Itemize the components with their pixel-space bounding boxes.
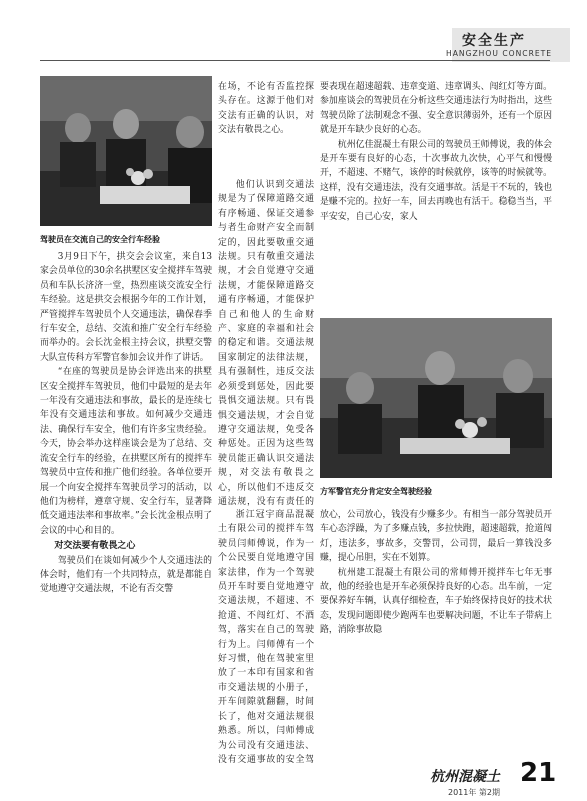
- article-paragraph: 杭州建工混凝土有限公司的常师傅开搅拌车七年无事故，他的经验也是开车必须保持良好的心态。出车前，一定要保养好车辆，认真仔细检查，车子始终保持良好的技术状态，发现问题即使少跑两车也要解决问题，不让车子带病上路，消除事故隐: [320, 567, 552, 636]
- article-paragraph: 放心，公司放心，钱没有少赚多少。有相当一部分驾驶员开车心态浮躁，为了多赚点钱，多拉快跑，超速超载，抢道闯灯，违法多，事故多，交警罚，公司罚，最后一算钱没多赚，提心吊胆，实在不划算。: [320, 510, 552, 564]
- article-column-1: [40, 250, 212, 750]
- article-paragraph: “在座的驾驶员是协会评选出来的拱墅区安全搅拌车驾驶员，他们中最短的是去年一年没有交通违法和事故，最长的是连续七年没有交通违法和事故。如何减少交通违法、确保行车安全，他们有许多宝贵经验。今天，协会举办这样座谈会是为了总结、交流安全行车的经验，在拱墅区所有的搅拌车驾驶员中宣传和推广他们经验。各单位要开展一个向安全搅拌车驾驶员学习的活动，以他们为榜样，遵章守规、安全行车，显著降低交通违法率和事故率。”会长沈金根点明了会议的中心和目的。: [40, 367, 212, 536]
- article-paragraph: 杭州亿佳混凝土有限公司的驾驶员王师傅说，我的体会是开车要有良好的心态，十次事故九次快，心平气和慢慢开，不超速、不赌气，该停的时候就停，该等的时候就等。这样，没有交通违法，没有交通事故。活是干不玩的，钱也是赚不完的。拉好一车，回去再晚也有活干。稳稳当当，平平安安，自己心安，家人: [320, 139, 552, 222]
- article-column-2-mid: [218, 178, 314, 508]
- page-number: 21: [520, 758, 557, 788]
- photo-police-officer: [320, 318, 552, 478]
- article-paragraph: 他们认识到交通法规是为了保障道路交通有序畅通、保证交通参与者生命财产安全而制定的，因此要敬重交通法规。只有敬重交通法规，才会自觉遵守交通法规，才能保障道路交通有序畅通，才能保护自己和他人的生命财产、家庭的幸福和社会的稳定和谐。交通法规国家制定的法律法规，具有强制性，违反交法必须受到惩处，因此要畏惧交通法规。只有畏惧交通法规，才会自觉遵守交通法规，免受各种惩处。正因为这些驾驶员能正确认识交通法规，对交法有敬畏之心，所以他们不违反交通法规，没有有责任的: [218, 180, 314, 507]
- article-paragraph: 3月9日下午，拱交会会议室，来自13家会员单位的30余名拱墅区安全搅拌车驾驶员和车队长济济一堂，热烈座谈交流安全行车经验。这是拱交会根据今年的工作计划，严管搅拌车驾驶员个人交通违法，确保春季行车安全，总结、交流和推广安全行车经验而举办的。会长沈金根主持会议，拱墅交警大队宣传科方军警官参加会议并作了讲话。: [40, 252, 212, 363]
- article-column-3-bottom: [320, 508, 552, 758]
- article-column-2-top: [218, 80, 314, 180]
- photo-drivers-meeting: [40, 76, 212, 226]
- photo-caption-1: 驾驶员在交流自己的安全行车经验: [40, 235, 160, 244]
- article-column-3-top: [320, 80, 552, 312]
- photo-caption-2: 方军警官充分肯定安全驾驶经验: [320, 487, 432, 496]
- section-subtitle: HANGZHOU CONCRETE: [446, 49, 553, 58]
- section-title: 安全生产: [462, 33, 526, 49]
- article-paragraph: 要表现在超速超载、违章变道、违章调头、闯红灯等方面。参加座谈会的驾驶员在分析这些交通违法行为时指出，这些驾驶员除了法制观念不强、安全意识薄弱外，还有一个原因就是开车缺少良好的心态。: [320, 82, 552, 136]
- header-rule: [40, 60, 550, 61]
- article-column-2-bottom: [218, 508, 314, 766]
- magazine-logo: 杭州混凝土: [430, 769, 500, 785]
- article-paragraph: 在场，不论有否监控探头存在。这源于他们对交法有正确的认识，对交法有敬畏之心。: [218, 82, 314, 136]
- article-paragraph: 驾驶员们在谈如何减少个人交通违法的体会时，他们有一个共同特点，就是都能自觉地遵守交通法规，不论有否交警: [40, 555, 212, 595]
- article-paragraph: 浙江冠宇商品混凝土有限公司的搅拌车驾驶员闫师傅说，作为一个公民要自觉地遵守国家法律，作为一个驾驶员开车时要自觉地遵守交通法规，不超速、不抢道、不闯红灯、不酒驾，落实在自己的驾驶行为上。闫师傅有一个好习惯，他在驾驶室里放了一本印有国家和省市交通法规的小册子，开车间隙就翻翻，时间长了，他对交通法规很熟悉。所以，闫师傅成为公司没有交通违法、没有交通事故的安全驾: [218, 510, 314, 765]
- issue-label: 2011年 第2期: [448, 788, 500, 797]
- subheading-respect-law: 对交法要有敬畏之心: [54, 541, 136, 552]
